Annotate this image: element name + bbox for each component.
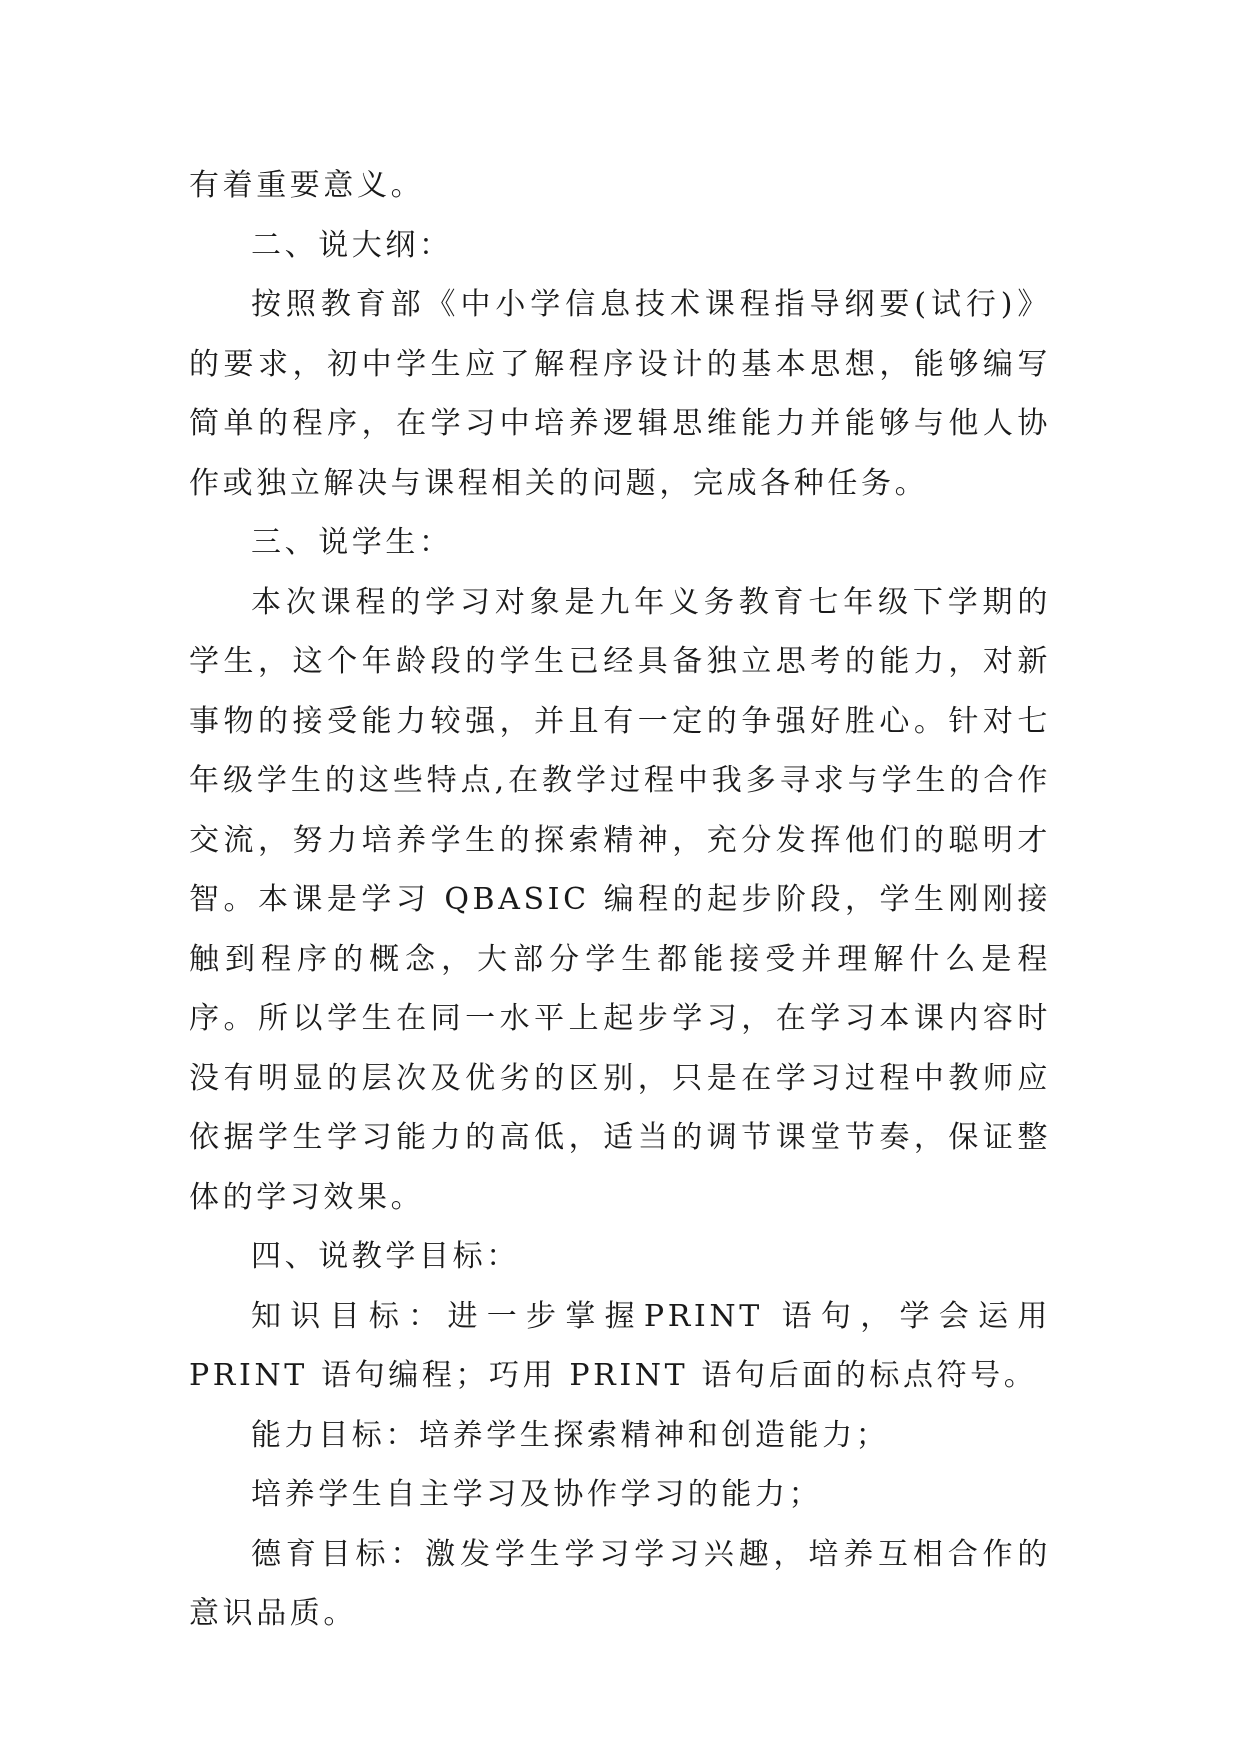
- paragraph-ability-objective-2: 培养学生自主学习及协作学习的能力；: [251, 1477, 823, 1512]
- document-body: [189, 156, 1051, 1644]
- heading-students: 三、说学生：: [251, 525, 453, 560]
- paragraph-students: 本次课程的学习对象是九年义务教育七年级下学期的学生，这个年龄段的学生已经具备独立思考的能力，对新事物的接受能力较强，并且有一定的争强好胜心。针对七年级学生的这些特点,在教学过程中我多寻求与学生的合作交流，努力培养学生的探索精神，充分发挥他们的聪明才智。本课是学习 QBASIC 编程的起步阶段，学生刚刚接触到程序的概念，大部分学生都能接受并理解什么是程序。所以学生在同一水平上起步学习，在学习本课内容时没有明显的层次及优劣的区别，只是在学习过程中教师应依据学生学习能力的高低，适当的调节课堂节奏，保证整体的学习效果。: [189, 584, 1051, 1215]
- paragraph-continuation: 有着重要意义。: [189, 168, 425, 203]
- paragraph-knowledge-objective: 知识目标：进一步掌握PRINT 语句，学会运用 PRINT 语句编程；巧用 PRINT 语句后面的标点符号。: [189, 1298, 1051, 1393]
- paragraph-moral-objective: 德育目标：激发学生学习学习兴趣，培养互相合作的意识品质。: [189, 1536, 1051, 1631]
- paragraph-ability-objective: 能力目标：培养学生探索精神和创造能力；: [251, 1417, 890, 1453]
- paragraph-outline: 按照教育部《中小学信息技术课程指导纲要(试行)》的要求，初中学生应了解程序设计的基本思想，能够编写简单的程序，在学习中培养逻辑思维能力并能够与他人协作或独立解决与课程相关的问题，完成各种任务。: [189, 287, 1051, 501]
- heading-objectives: 四、说教学目标：: [251, 1239, 520, 1274]
- heading-outline: 二、说大纲：: [251, 227, 453, 263]
